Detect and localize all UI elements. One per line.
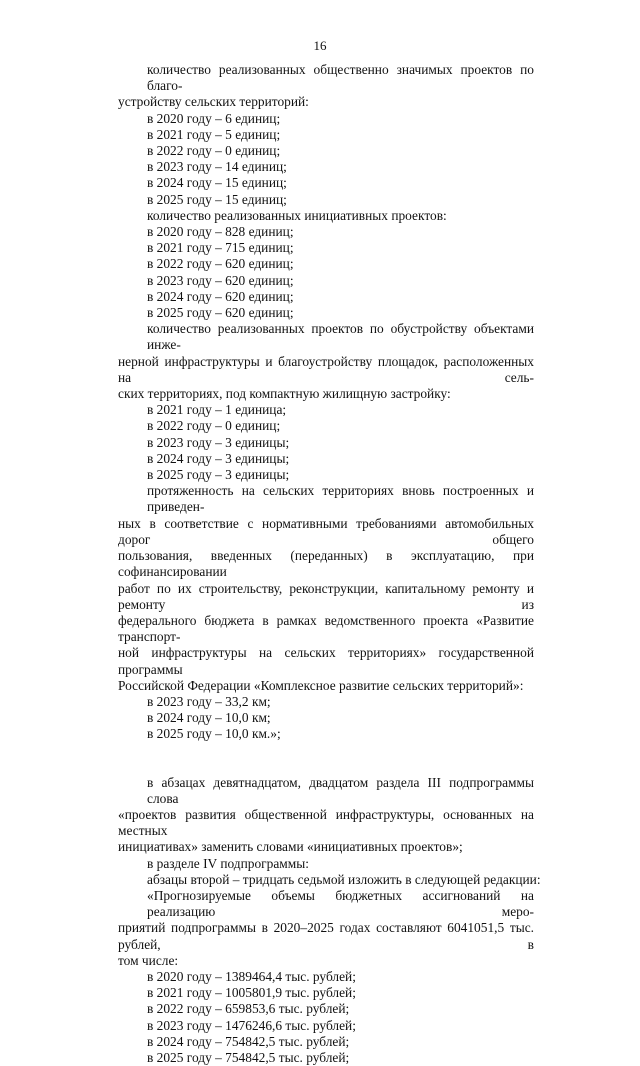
paragraph-line: ной инфраструктуры на сельских территориях» государственной программы	[118, 645, 534, 677]
list-item: в 2020 году – 6 единиц;	[147, 110, 281, 126]
paragraph-line: устройству сельских территорий:	[118, 94, 309, 110]
list-item: в 2024 году – 754842,5 тыс. рублей;	[147, 1033, 350, 1049]
list-item: в 2022 году – 620 единиц;	[147, 256, 294, 272]
list-item: в 2024 году – 10,0 км;	[147, 710, 271, 726]
paragraph-line: в разделе IV подпрограммы:	[147, 855, 309, 871]
list-item: в 2021 году – 715 единиц;	[147, 240, 294, 256]
list-item: в 2025 году – 15 единиц;	[147, 191, 287, 207]
paragraph-line: «Прогнозируемые объемы бюджетных ассигнований на реализацию меро-	[147, 887, 534, 920]
list-item: в 2024 году – 3 единицы;	[147, 450, 290, 466]
paragraph-line: работ по их строительству, реконструкции, капитальному ремонту и ремонту из	[118, 580, 534, 612]
paragraph-line: абзацы второй – тридцать седьмой изложить в следующей редакции:	[147, 871, 541, 887]
list-item: в 2023 году – 620 единиц;	[147, 272, 294, 288]
list-item: в 2020 году – 828 единиц;	[147, 224, 294, 240]
paragraph-line: количество реализованных проектов по обустройству объектами инже-	[147, 321, 534, 353]
list-item: в 2024 году – 620 единиц;	[147, 288, 294, 304]
list-item: в 2025 году – 620 единиц;	[147, 305, 294, 321]
list-item: в 2020 году – 1389464,4 тыс. рублей;	[147, 968, 356, 984]
page-number: 16	[313, 38, 327, 53]
paragraph-line: количество реализованных инициативных проектов:	[147, 207, 447, 223]
paragraph-line: пользования, введенных (переданных) в эксплуатацию, при софинансировании	[118, 548, 534, 580]
paragraph-line: в абзацах девятнадцатом, двадцатом раздела III подпрограммы слова	[147, 774, 534, 806]
list-item: в 2023 году – 14 единиц;	[147, 159, 287, 175]
paragraph-line: «проектов развития общественной инфраструктуры, основанных на местных	[118, 806, 534, 839]
list-item: в 2022 году – 659853,6 тыс. рублей;	[147, 1001, 350, 1017]
paragraph-line: ных в соответствие с нормативными требованиями автомобильных дорог общего	[118, 515, 534, 547]
paragraph-line: количество реализованных общественно значимых проектов по благо-	[147, 62, 534, 94]
paragraph-line: инициативах» заменить словами «инициативных проектов»;	[118, 839, 463, 855]
list-item: в 2025 году – 754842,5 тыс. рублей;	[147, 1049, 350, 1065]
list-item: в 2022 году – 0 единиц;	[147, 418, 281, 434]
paragraph-line: федерального бюджета в рамках ведомственного проекта «Развитие транспорт-	[118, 612, 534, 645]
paragraph-line: Российской Федерации «Комплексное развитие сельских территорий»:	[118, 677, 524, 693]
list-item: в 2022 году – 0 единиц;	[147, 143, 281, 159]
list-item: в 2023 году – 1476246,6 тыс. рублей;	[147, 1017, 356, 1033]
list-item: в 2023 году – 33,2 км;	[147, 693, 271, 709]
list-item: в 2023 году – 3 единицы;	[147, 434, 290, 450]
paragraph-gap	[118, 743, 534, 775]
list-item: в 2025 году – 3 единицы;	[147, 467, 290, 483]
list-item: в 2024 году – 15 единиц;	[147, 175, 287, 191]
paragraph-line: протяженность на сельских территориях вновь построенных и приведен-	[147, 483, 534, 515]
list-item: в 2021 году – 1005801,9 тыс. рублей;	[147, 985, 356, 1001]
paragraph-line: том числе:	[118, 952, 179, 968]
document-body	[118, 62, 541, 1066]
paragraph-line: нерной инфраструктуры и благоустройству площадок, расположенных на сель-	[118, 353, 534, 385]
list-item: в 2025 году – 10,0 км.»;	[147, 726, 281, 742]
list-item: в 2021 году – 1 единица;	[147, 402, 287, 418]
paragraph-line: приятий подпрограммы в 2020–2025 годах составляют 6041051,5 тыс. рублей, в	[118, 920, 534, 952]
paragraph-line: ских территориях, под компактную жилищную застройку:	[118, 386, 451, 402]
list-item: в 2021 году – 5 единиц;	[147, 126, 281, 142]
